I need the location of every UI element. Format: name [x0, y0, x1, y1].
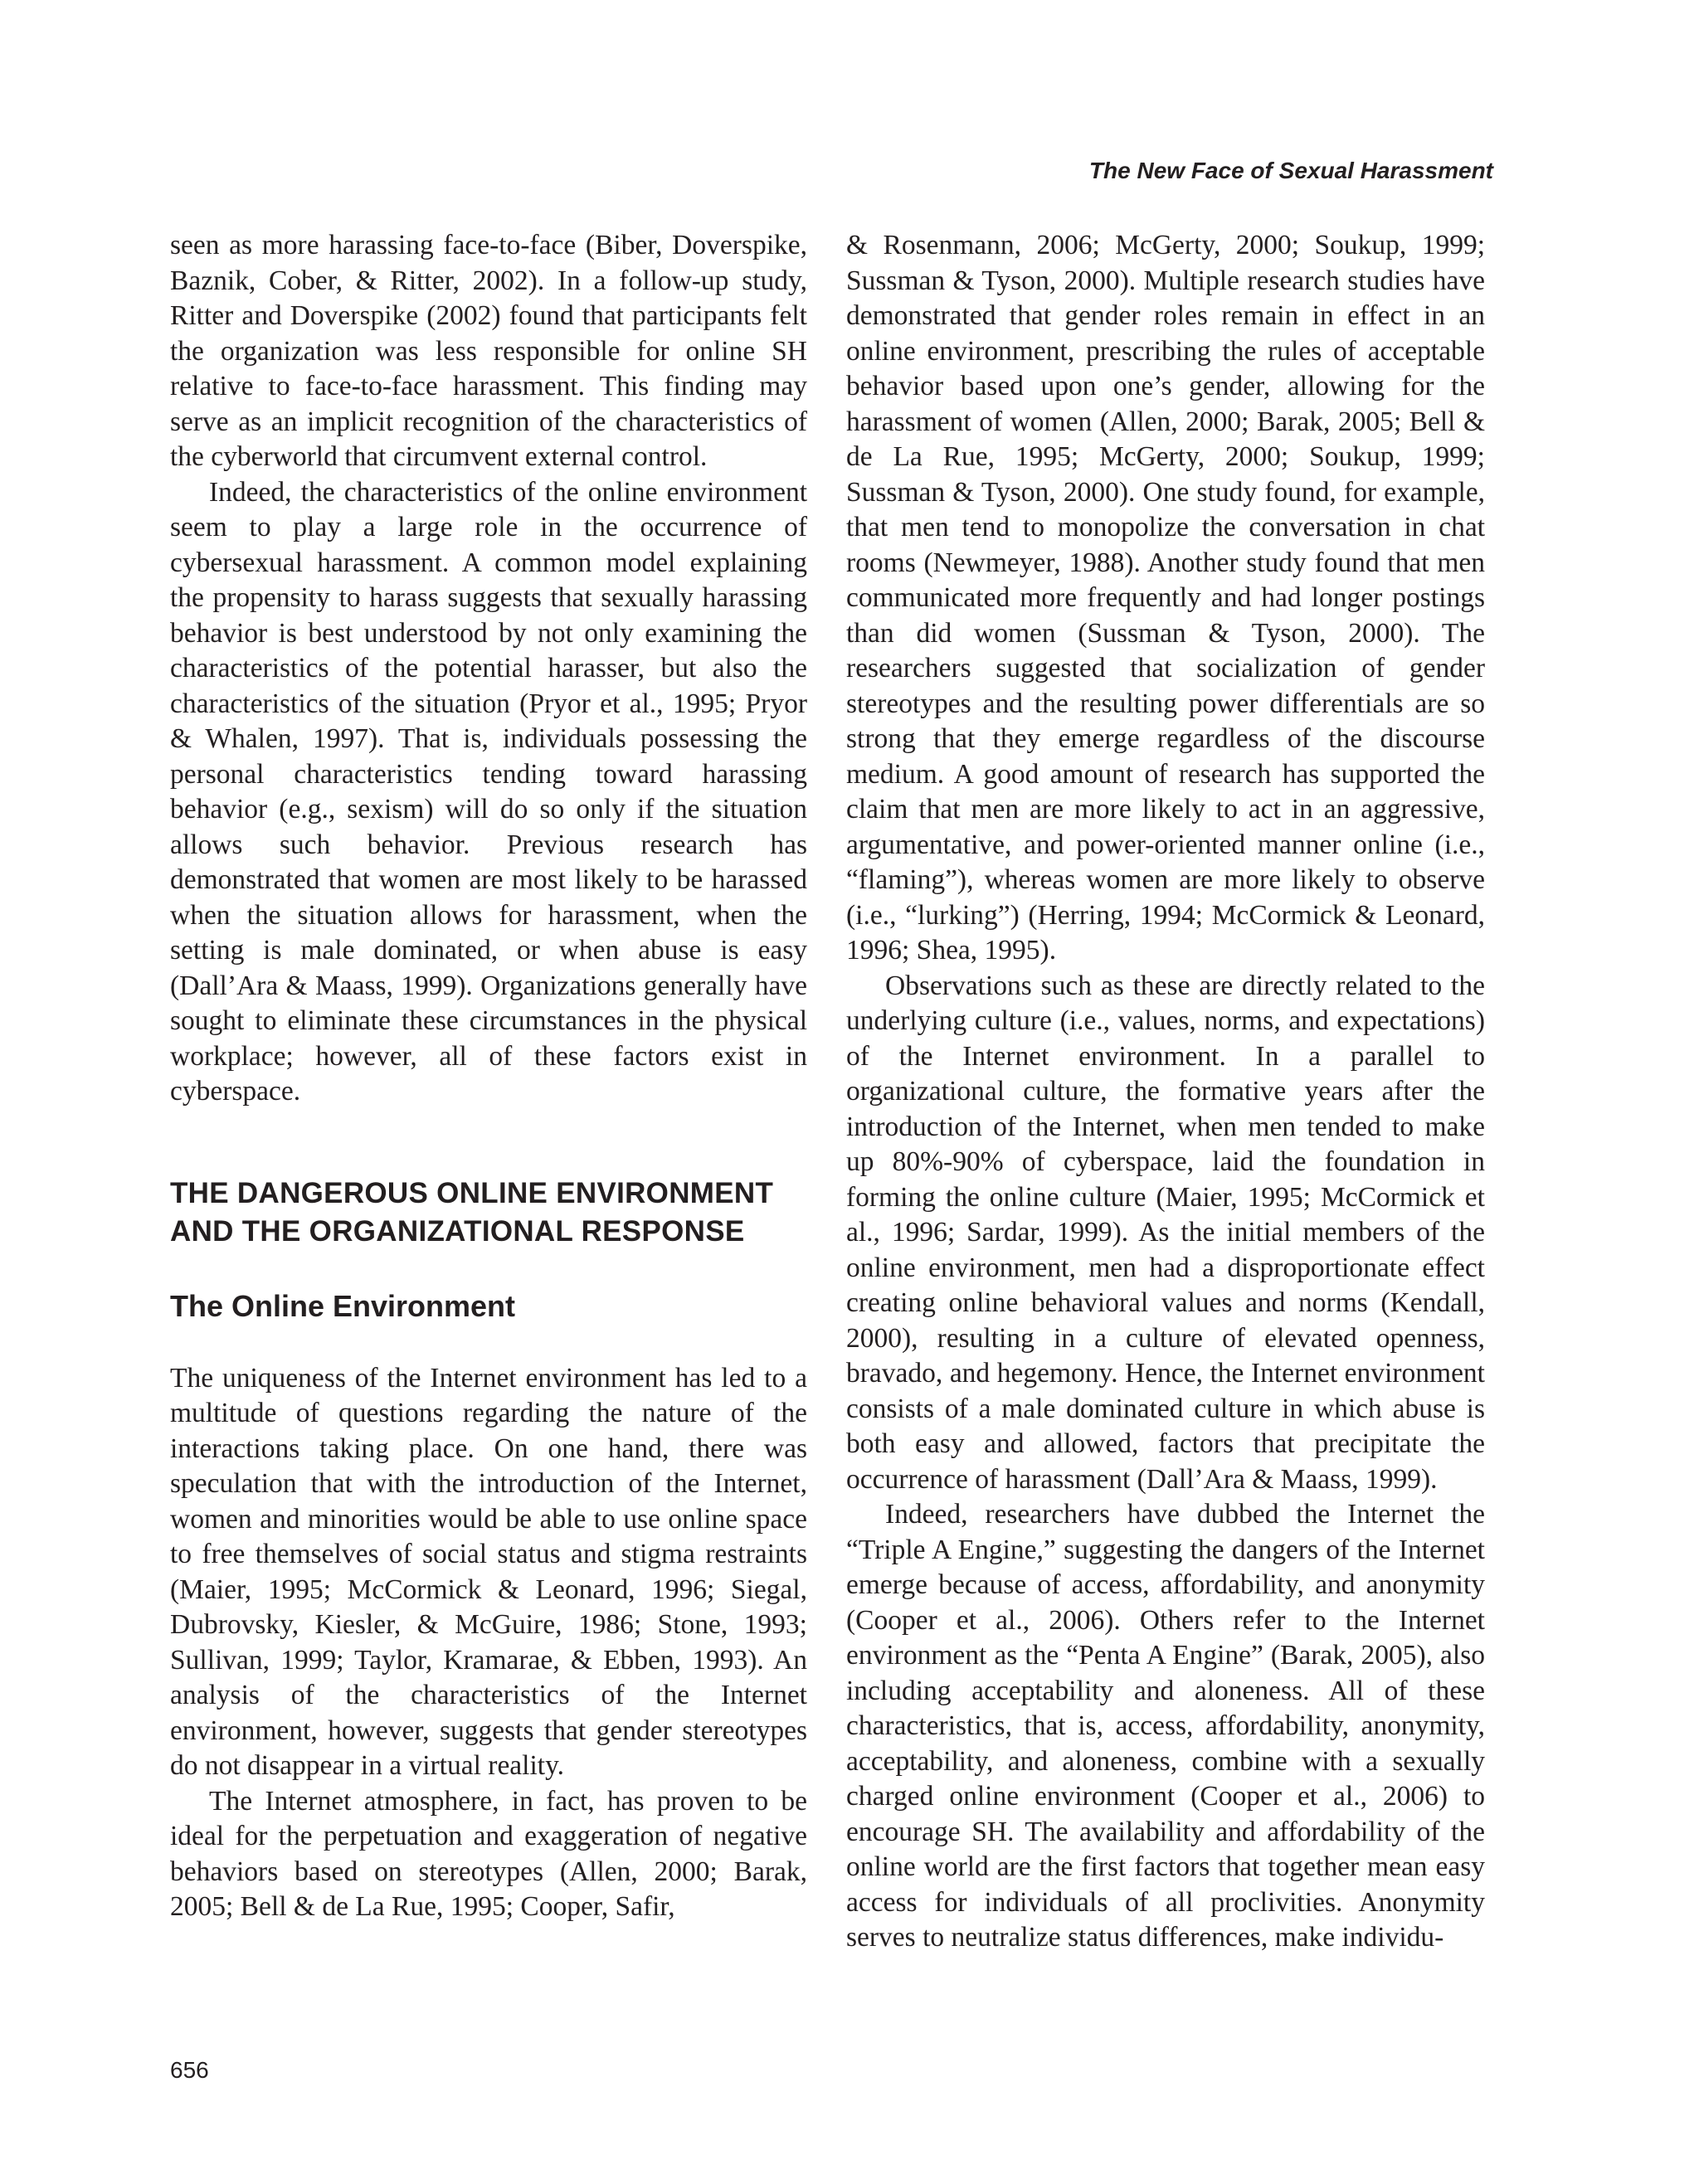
page-number: 656 [170, 2057, 209, 2083]
body-paragraph: seen as more harassing face-to-face (Biber, Doverspike, Baznik, Cober, & Ritter, 2002). In a follow-up study, Ritter and Doverspike (2002) found that participants felt the organization was less responsible for online SH relative to face-to-face harassment. This finding may serve as an implicit recognition of the characteristics of the cyberworld that circumvent external control. [170, 230, 807, 472]
section-heading: THE DANGEROUS ONLINE ENVIRONMENT AND THE ORGANIZATIONAL RESPONSE [170, 1176, 774, 1248]
left-column [170, 228, 807, 1925]
body-paragraph: Indeed, the characteristics of the online environment seem to play a large role in the occurrence of cybersexual harassment. A common model explaining the propensity to harass suggests that sexually harassing behavior is best understood by not only examining the characteristics of the potential harasser, but also the characteristics of the situation (Pryor et al., 1995; Pryor & Whalen, 1997). That is, individuals possessing the personal characteristics tending toward harassing behavior (e.g., sexism) will do so only if the situation allows such behavior. Previous research has demonstrated that women are most likely to be harassed when the situation allows for harassment, when the setting is male dominated, or when abuse is easy (Dall’Ara & Maass, 1999). Organizations generally have sought to eliminate these circumstances in the physical workplace; however, all of these factors exist in cyberspace. [170, 476, 807, 1107]
body-paragraph: & Rosenmann, 2006; McGerty, 2000; Soukup, 1999; Sussman & Tyson, 2000). Multiple research studies have demonstrated that gender roles remain in effect in an online environment, prescribing the rules of acceptable behavior based upon one’s gender, allowing for the harassment of women (Allen, 2000; Barak, 2005; Bell & de La Rue, 1995; McGerty, 2000; Soukup, 1999; Sussman & Tyson, 2000). One study found, for example, that men tend to monopolize the conversation in chat rooms (Newmeyer, 1988). Another study found that men communicated more frequently and had longer postings than did women (Sussman & Tyson, 2000). The researchers suggested that socialization of gender stereotypes and the resulting power differentials are so strong that they emerge regardless of the discourse medium. A good amount of research has supported the claim that men are more likely to act in an aggressive, argumentative, and power-oriented manner online (i.e., “flaming”), whereas women are more likely to observe (i.e., “lurking”) (Herring, 1994; McCormick & Leonard, 1996; Shea, 1995). [846, 230, 1485, 966]
body-paragraph: The uniqueness of the Internet environment has led to a multitude of questions regarding the nature of the interactions taking place. On one hand, there was speculation that with the introduction of the Internet, women and minorities would be able to use online space to free themselves of social status and stigma restraints (Maier, 1995; McCormick & Leonard, 1996; Siegal, Dubrovsky, Kiesler, & McGuire, 1986; Stone, 1993; Sullivan, 1999; Taylor, Kramarae, & Ebben, 1993). An analysis of the characteristics of the Internet environment, however, suggests that gender stereotypes do not disappear in a virtual reality. [170, 1362, 807, 1781]
subsection-heading: The Online Environment [170, 1288, 516, 1323]
body-paragraph: The Internet atmosphere, in fact, has proven to be ideal for the perpetuation and exaggeration of negative behaviors based on stereotypes (Allen, 2000; Barak, 2005; Bell & de La Rue, 1995; Cooper, Safir, [170, 1785, 807, 1922]
body-paragraph: Observations such as these are directly related to the underlying culture (i.e., values, norms, and expectations) of the Internet environment. In a parallel to organizational culture, the formative years after the introduction of the Internet, when men tended to make up 80%-90% of cyberspace, laid the foundation in forming the online culture (Maier, 1995; McCormick et al., 1996; Sardar, 1999). As the initial members of the online environment, men had a disproportionate effect creating online behavioral values and norms (Kendall, 2000), resulting in a culture of elevated openness, bravado, and hegemony. Hence, the Internet environment consists of a male dominated culture in which abuse is both easy and allowed, factors that precipitate the occurrence of harassment (Dall’Ara & Maass, 1999). [846, 970, 1485, 1495]
body-paragraph: Indeed, researchers have dubbed the Internet the “Triple A Engine,” suggesting the dangers of the Internet emerge because of access, affordability, and anonymity (Cooper et al., 2006). Others refer to the Internet environment as the “Penta A Engine” (Barak, 2005), also including acceptability and aloneness. All of these characteristics, that is, access, affordability, anonymity, acceptability, and aloneness, combine with a sexually charged online environment (Cooper et al., 2006) to encourage SH. The availability and affordability of the online world are the first factors that together mean easy access for individuals of all proclivities. Anonymity serves to neutralize status differences, make individu- [846, 1499, 1485, 1953]
right-column [846, 228, 1485, 1956]
running-head: The New Face of Sexual Harassment [1088, 158, 1493, 183]
